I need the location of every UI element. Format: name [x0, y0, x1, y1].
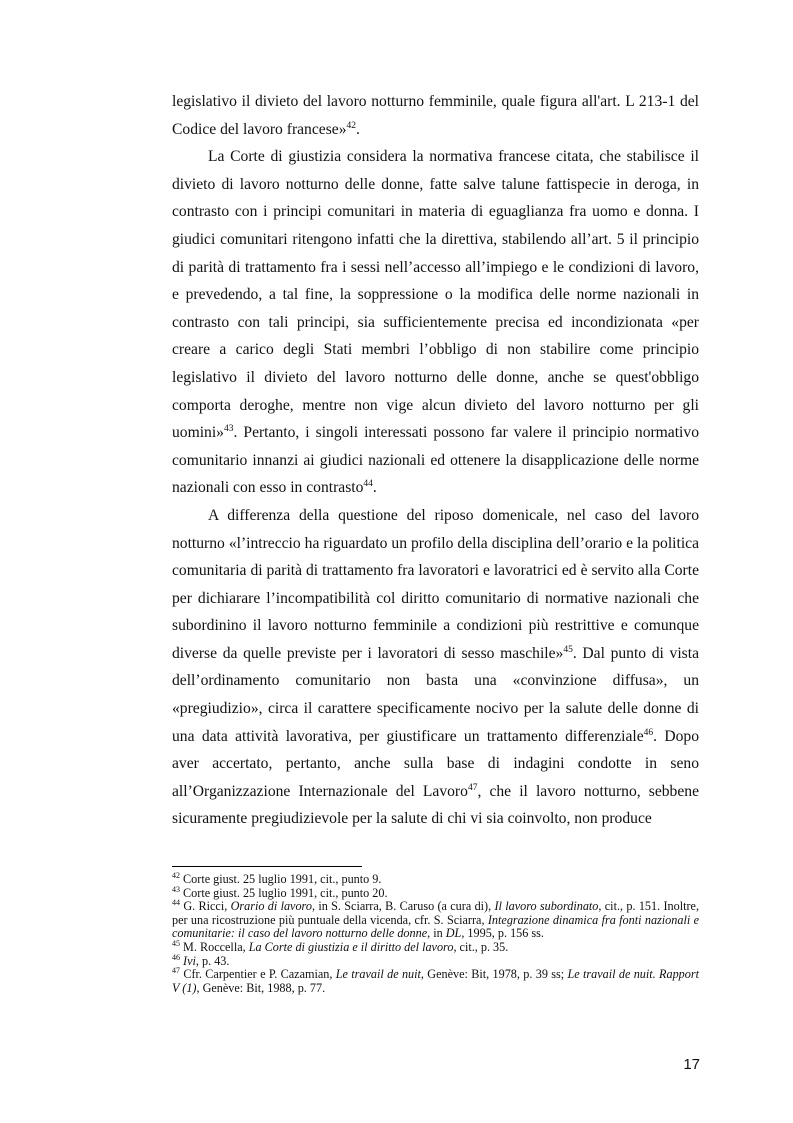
- footnote-number: 47: [172, 966, 180, 976]
- text-run: G. Ricci,: [183, 899, 231, 914]
- footnote: [172, 938, 699, 955]
- text-run: A differenza della questione del riposo domenicale, nel caso del lavoro notturno «l’intreccio ha riguardato un profilo della disciplina dell’orario e la politica comunitaria di parità di trattamento fra lavoratori e lavoratrici ed è servito alla Corte per dichiarare l’incompatibilità col diritto comunitario di normative nazionali che subordinino il lavoro notturno femminile a condizioni più restrittive e comunque diverse da quelle previste per i lavoratori di sesso maschile»: [172, 506, 699, 662]
- italic-text: Ivi: [183, 953, 196, 968]
- footnote-number: 44: [172, 898, 180, 908]
- footnote-number: 42: [172, 870, 180, 880]
- text-run: , in: [427, 926, 446, 941]
- text-run: legislativo il divieto del lavoro notturno femminile, quale figura all'art. L 213-1 del Codice del lavoro francese»: [172, 93, 699, 138]
- page-body: [172, 88, 699, 833]
- page-number: 17: [683, 1056, 700, 1073]
- italic-text: DL: [445, 926, 462, 941]
- footnote-ref: 43: [223, 423, 234, 434]
- text-run: La Corte di giustizia considera la normativa francese citata, che stabilisce il divieto di lavoro notturno delle donne, fatte salve talune fattispecie in deroga, in contrasto con i principi comunitari in materia di eguaglianza fra uomo e donna. I giudici comunitari ritengono infatti che la direttiva, stabilendo all’art. 5 il principio di parità di trattamento fra i sessi nell’accesso all’impiego e le condizioni di lavoro, e prevedendo, a tal fine, la soppressione o la modifica delle norme nazionali in contrasto con tali principi, sia sufficientemente precisa ed incondizionata «per creare a carico degli Stati membri l’obbligo di non stabilire come principio legislativo il divieto del lavoro notturno delle donne, anche se quest'obbligo comporta deroghe, mentre non vige alcun divieto del lavoro notturno per gli uomini»: [172, 148, 699, 442]
- footnote-ref: 42: [346, 120, 356, 131]
- footnote-ref: 47: [467, 782, 478, 793]
- italic-text: Orario di lavoro: [230, 899, 312, 914]
- italic-text: Le travail de nuit. Rapport V (1): [172, 967, 699, 995]
- text-run: . Dal punto di vista dell’ordinamento comunitario non basta una «convinzione diffusa», un «pregiudizio», circa il carattere specificamente nocivo per la salute delle donne di una data attività lavorativa, per giustificare un trattamento differenziale: [172, 644, 699, 745]
- text-run: . Pertanto, i singoli interessati possono far valere il principio normativo comunitario innanzi ai giudici nazionali ed ottenere la disapplicazione delle norme nazionali con esso in contrasto: [172, 424, 699, 497]
- footnote-separator: [172, 866, 362, 867]
- text-run: .: [356, 120, 360, 138]
- footnote-number: 46: [172, 952, 180, 962]
- body-text: [172, 88, 699, 833]
- text-run: .: [372, 479, 377, 497]
- text-run: . Dopo aver accertato, pertanto, anche sulla base di indagini condotte in seno all’Organizzazione Internazionale del Lavoro: [172, 727, 699, 800]
- footnotes: [172, 870, 700, 995]
- footnote-ref: 46: [643, 727, 654, 738]
- italic-text: Il lavoro subordinato: [494, 899, 599, 914]
- text-run: , Genève: Bit, 1978, p. 39 ss;: [420, 967, 568, 982]
- text-run: , Genève: Bit, 1988, p. 77.: [196, 980, 326, 995]
- text-run: , p. 43.: [195, 953, 230, 968]
- text-run: Corte giust. 25 luglio 1991, cit., punto 20.: [183, 885, 388, 900]
- text-run: , cit., p. 35.: [453, 939, 509, 954]
- italic-text: La Corte di giustizia e il diritto del lavoro: [248, 939, 454, 954]
- footnote: [172, 968, 699, 995]
- footnote: [172, 870, 699, 887]
- text-run: M. Roccella,: [183, 939, 249, 954]
- text-run: Corte giust. 25 luglio 1991, cit., punto 9.: [183, 872, 382, 886]
- paragraph: [172, 502, 699, 833]
- italic-text: Le travail de nuit: [335, 967, 421, 982]
- text-run: , in S. Sciarra, B. Caruso (a cura di),: [311, 899, 495, 914]
- text-run: , cit., p. 151. Inoltre, per una ricostruzione più puntuale della vicenda, cfr. S. Sciarra,: [172, 899, 700, 927]
- footnote-number: 45: [172, 938, 180, 948]
- italic-text: Integrazione dinamica fra fonti nazionali e comunitarie: il caso del lavoro notturno delle donne: [172, 912, 700, 941]
- paragraph: [172, 143, 699, 502]
- text-run: , che il lavoro notturno, sebbene sicuramente pregiudizievole per la salute di chi vi sia coinvolto, non produce: [172, 782, 699, 828]
- paragraph: [172, 88, 699, 143]
- text-run: Cfr. Carpentier e P. Cazamian,: [183, 967, 336, 982]
- text-run: , 1995, p. 156 ss.: [461, 926, 544, 941]
- footnote-ref: 44: [363, 479, 373, 490]
- footnote: [172, 900, 699, 941]
- footnote-number: 43: [172, 884, 180, 894]
- footnote-ref: 45: [563, 644, 573, 655]
